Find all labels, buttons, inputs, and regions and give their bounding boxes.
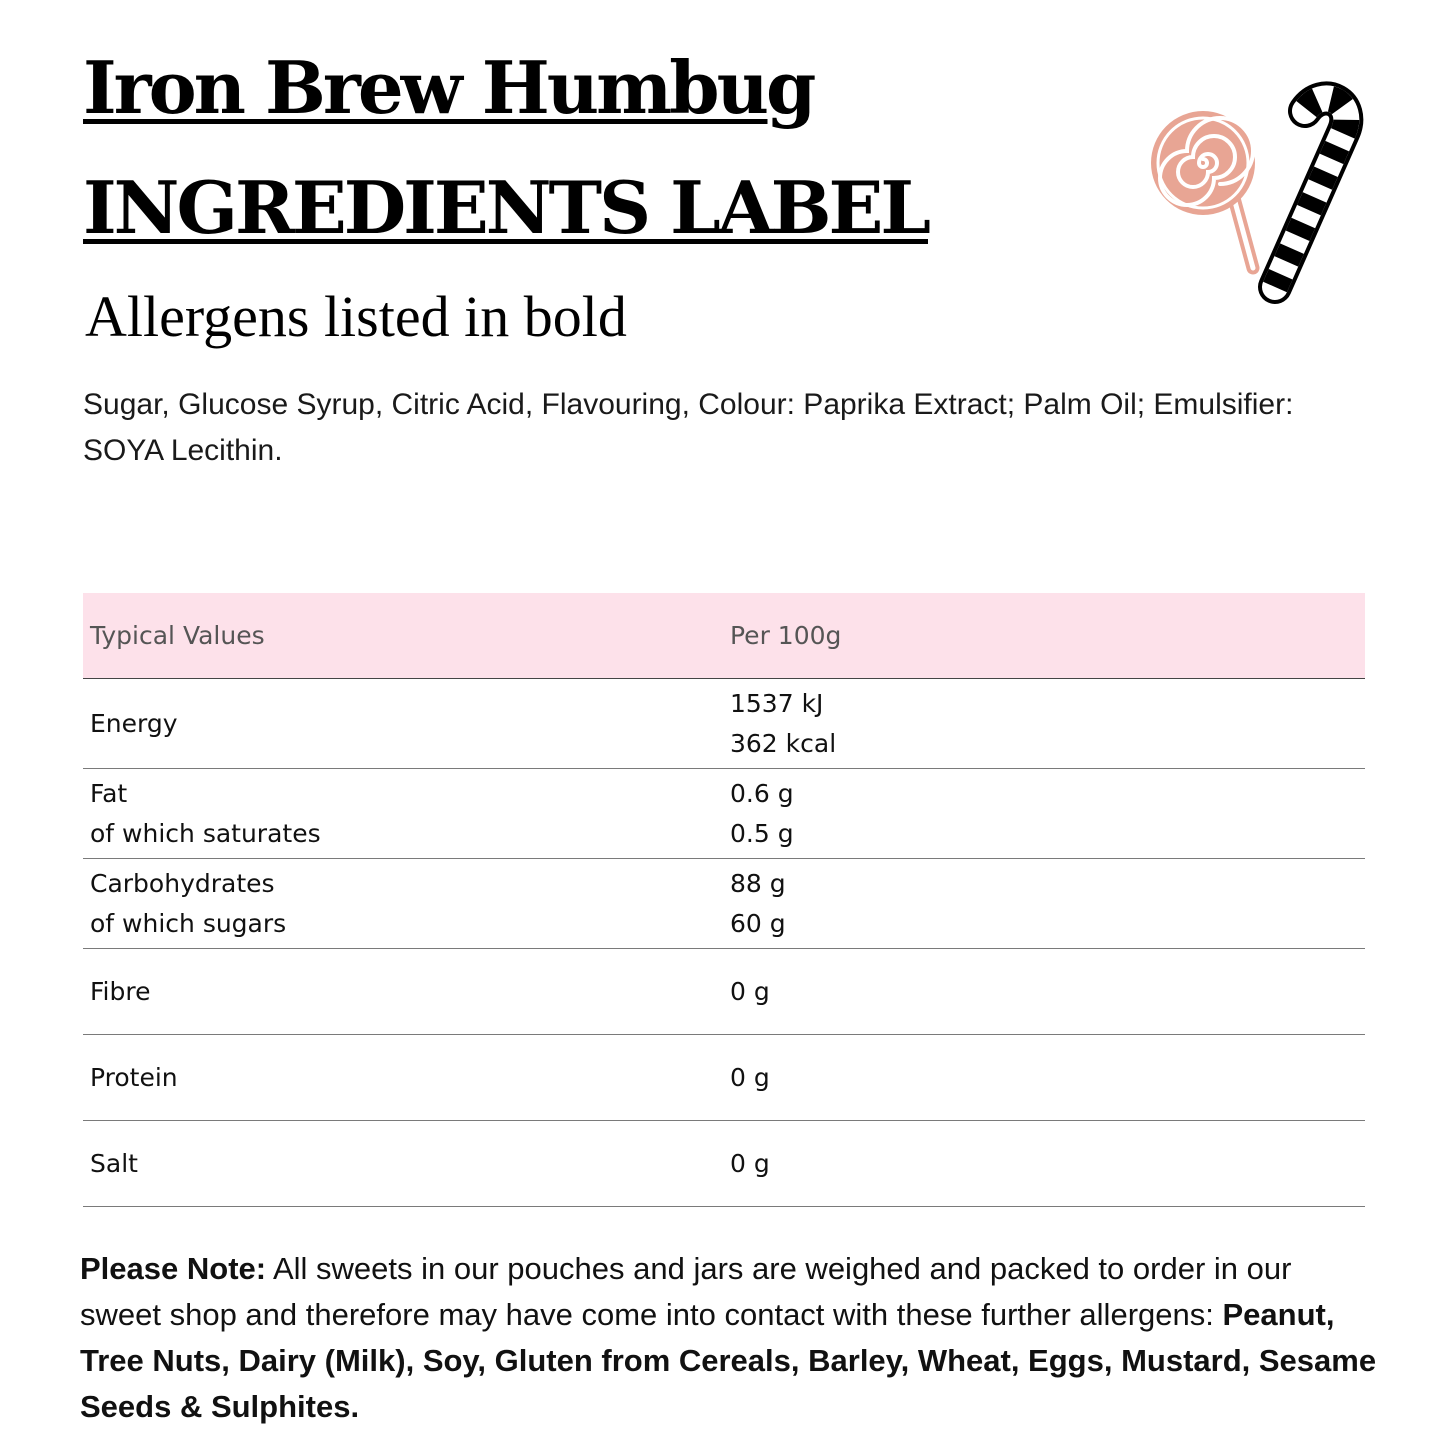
fat-label: Fat [90, 778, 128, 808]
salt-value: 0 g [730, 1149, 770, 1178]
column-header-per-100g: Per 100g [730, 621, 842, 650]
energy-values [724, 684, 836, 764]
table-header-row [83, 593, 1365, 679]
fibre-label: Fibre [90, 977, 151, 1006]
salt-label: Salt [90, 1149, 138, 1178]
energy-kcal: 362 kcal [730, 728, 837, 758]
energy-kj: 1537 kJ [730, 688, 824, 718]
note-allergens: Peanut, Tree Nuts, Dairy (Milk), Soy, Gluten from Cereals, Barley, Wheat, Eggs, Mustard, Sesame Seeds & Sulphites. [80, 1297, 1377, 1424]
fat-value: 0.6 g [730, 778, 794, 808]
lollipop-icon [1151, 111, 1255, 268]
candy-cane-icon [1275, 98, 1346, 287]
table-row-fat [83, 769, 1365, 859]
carbs-value: 88 g [730, 868, 786, 898]
table-row-protein [83, 1035, 1365, 1121]
sugars-value: 60 g [730, 908, 786, 938]
carbs-labels [83, 864, 724, 944]
energy-label: Energy [90, 709, 178, 738]
saturates-label: of which saturates [90, 818, 321, 848]
table-row-energy [83, 679, 1365, 769]
allergen-note [80, 1246, 1380, 1430]
table-row-fibre [83, 949, 1365, 1035]
carbs-values [724, 864, 786, 944]
column-header-typical-values: Typical Values [90, 621, 265, 650]
carbs-label: Carbohydrates [90, 868, 275, 898]
product-title: Iron Brew Humbug [83, 45, 814, 130]
fat-labels [83, 774, 724, 854]
table-row-salt [83, 1121, 1365, 1207]
ingredients-list: Sugar, Glucose Syrup, Citric Acid, Flavouring, Colour: Paprika Extract; Palm Oil; Emulsifier: SOYA Lecithin. [83, 388, 1294, 467]
note-body: All sweets in our pouches and jars are weighed and packed to order in our sweet shop and therefore may have come into contact with these further allergens: [80, 1251, 1292, 1332]
nutrition-table [83, 593, 1365, 1207]
allergen-subtitle: Allergens listed in bold [85, 284, 627, 349]
protein-label: Protein [90, 1063, 178, 1092]
protein-value: 0 g [730, 1063, 770, 1092]
fibre-value: 0 g [730, 977, 770, 1006]
fat-values [724, 774, 794, 854]
table-row-carbohydrates [83, 859, 1365, 949]
saturates-value: 0.5 g [730, 818, 794, 848]
sugars-label: of which sugars [90, 908, 287, 938]
label-heading: INGREDIENTS LABEL [83, 165, 928, 250]
sweets-illustration [1145, 55, 1395, 305]
note-lead: Please Note: [80, 1251, 267, 1286]
